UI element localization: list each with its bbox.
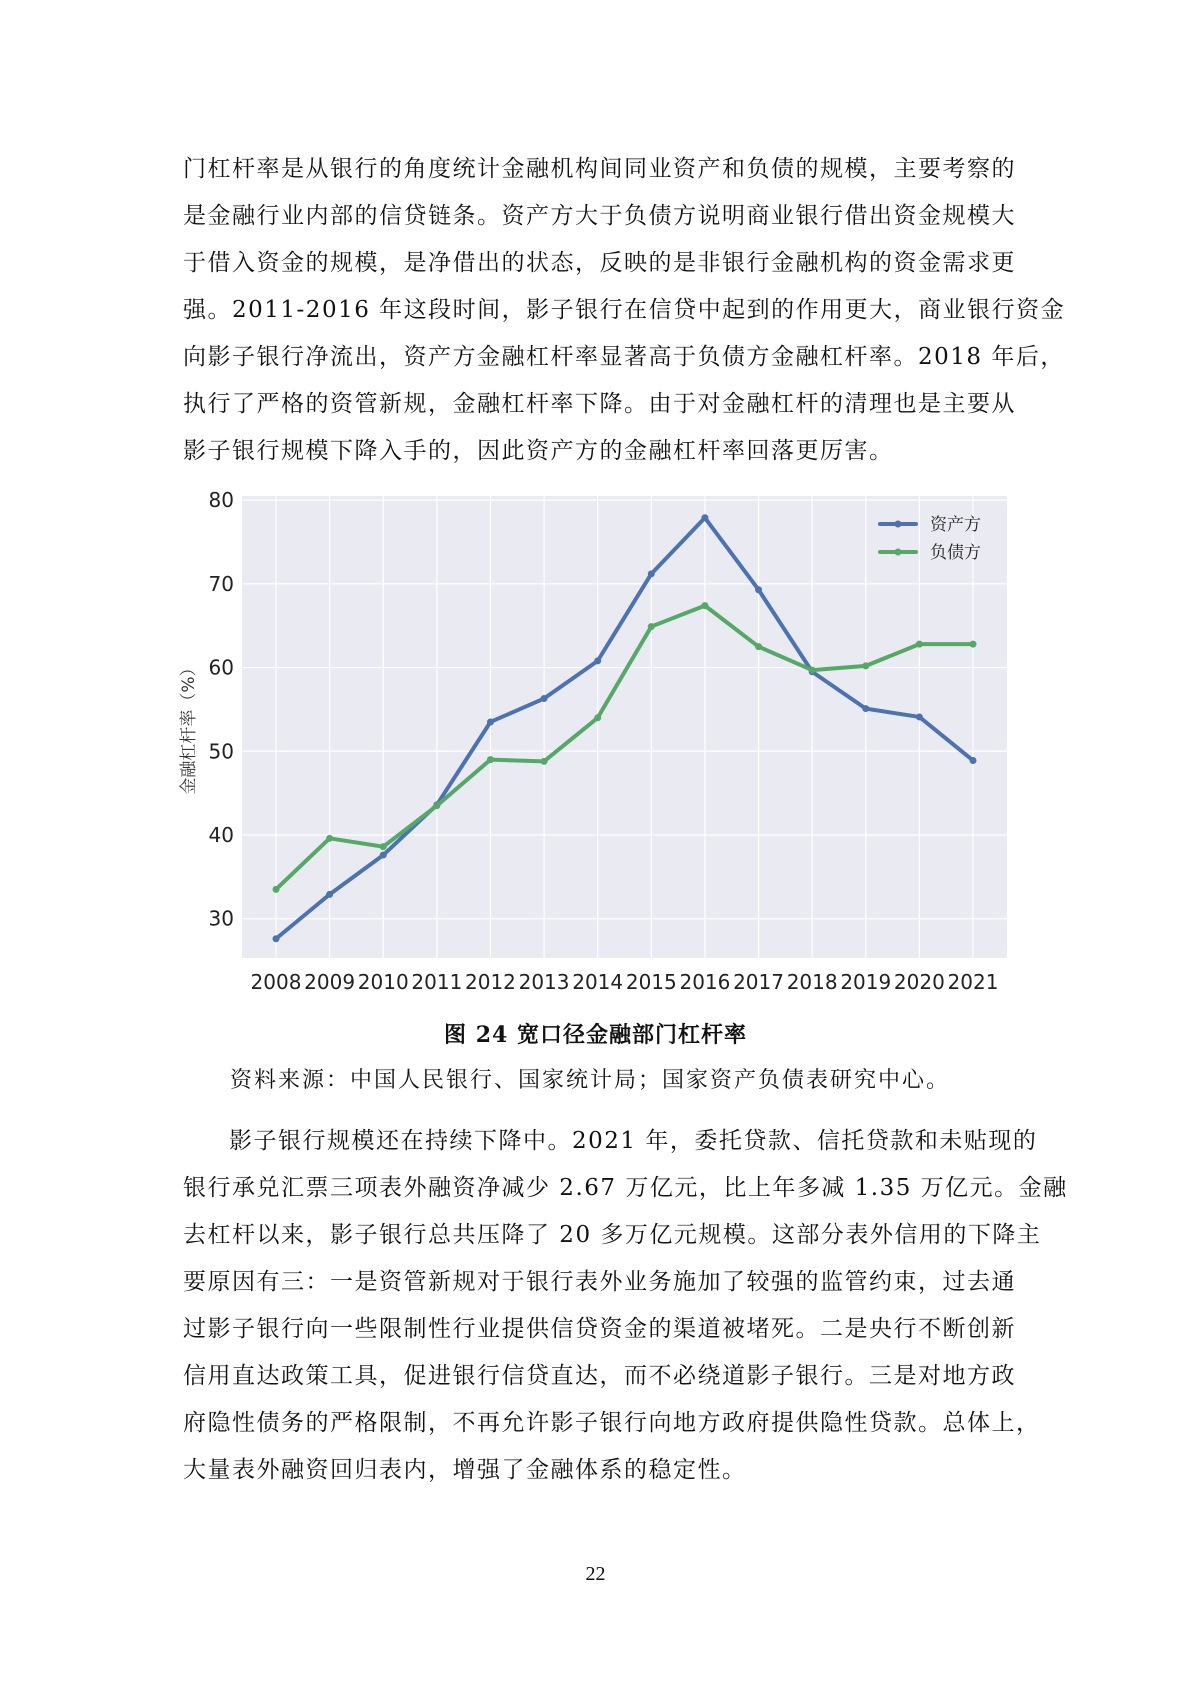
data-point bbox=[755, 643, 762, 650]
text-line: 大量表外融资回归表内，增强了金融体系的稳定性。 bbox=[183, 1457, 747, 1483]
data-point bbox=[541, 758, 548, 765]
data-point bbox=[326, 891, 333, 898]
text-line: 影子银行规模下降入手的，因此资产方的金融杠杆率回落更厉害。 bbox=[183, 438, 894, 464]
legend-label: 负债方 bbox=[930, 543, 981, 563]
legend-label: 资产方 bbox=[930, 515, 981, 535]
data-point bbox=[648, 570, 655, 577]
data-point bbox=[380, 843, 387, 850]
text-line: 过影子银行向一些限制性行业提供信贷资金的渠道被堵死。二是央行不断创新 bbox=[183, 1316, 1016, 1342]
data-point bbox=[541, 695, 548, 702]
x-tick-label: 2021 bbox=[947, 970, 999, 994]
data-point bbox=[326, 835, 333, 842]
data-point bbox=[594, 657, 601, 664]
x-tick-label: 2020 bbox=[893, 970, 945, 994]
data-point bbox=[648, 623, 655, 630]
data-point bbox=[487, 756, 494, 763]
leverage-line-chart bbox=[170, 480, 1030, 1000]
data-point bbox=[970, 641, 977, 648]
text-line: 去杠杆以来，影子银行总共压降了 20 多万亿元规模。这部分表外信用的下降主 bbox=[183, 1222, 1042, 1248]
data-point bbox=[273, 886, 280, 893]
plot-area bbox=[242, 496, 1007, 958]
data-point bbox=[701, 602, 708, 609]
legend-marker bbox=[895, 521, 902, 528]
x-tick-label: 2009 bbox=[304, 970, 356, 994]
text-line: 强。2011-2016 年这段时间，影子银行在信贷中起到的作用更大，商业银行资金 bbox=[183, 297, 1066, 323]
y-tick-label: 70 bbox=[208, 571, 234, 596]
x-tick-label: 2015 bbox=[625, 970, 677, 994]
data-point bbox=[809, 667, 816, 674]
data-point bbox=[594, 714, 601, 721]
text-line: 于借入资金的规模，是净借出的状态，反映的是非银行金融机构的资金需求更 bbox=[183, 250, 1016, 276]
data-point bbox=[487, 718, 494, 725]
y-tick-label: 80 bbox=[208, 488, 234, 513]
y-axis-label: 金融杠杆率（%） bbox=[179, 659, 199, 795]
x-tick-label: 2017 bbox=[733, 970, 784, 994]
y-tick-label: 40 bbox=[208, 822, 234, 847]
x-tick-label: 2019 bbox=[840, 970, 892, 994]
data-point bbox=[380, 852, 387, 859]
y-tick-label: 30 bbox=[208, 906, 234, 931]
data-point bbox=[433, 802, 440, 809]
data-point bbox=[862, 705, 869, 712]
text-line: 执行了严格的资管新规，金融杠杆率下降。由于对金融杠杆的清理也是主要从 bbox=[183, 391, 1016, 417]
y-tick-label: 60 bbox=[208, 655, 234, 680]
x-tick-label: 2008 bbox=[250, 970, 302, 994]
data-point bbox=[862, 662, 869, 669]
paragraph-2 bbox=[183, 1118, 1068, 1494]
text-line: 银行承兑汇票三项表外融资净减少 2.67 万亿元，比上年多减 1.35 万亿元。金融 bbox=[183, 1175, 1068, 1201]
data-point bbox=[701, 514, 708, 521]
x-tick-label: 2013 bbox=[518, 970, 570, 994]
text-line: 影子银行规模还在持续下降中。2021 年，委托贷款、信托贷款和未贴现的 bbox=[229, 1128, 1038, 1154]
data-point bbox=[273, 935, 280, 942]
x-tick-label: 2011 bbox=[411, 970, 463, 994]
x-tick-label: 2018 bbox=[786, 970, 838, 994]
paragraph-1 bbox=[183, 146, 1066, 475]
x-tick-label: 2012 bbox=[465, 970, 516, 994]
text-line: 要原因有三：一是资管新规对于银行表外业务施加了较强的监管约束，过去通 bbox=[183, 1269, 1016, 1295]
figure-caption: 图 24 宽口径金融部门杠杆率 bbox=[444, 1022, 747, 1048]
data-point bbox=[916, 713, 923, 720]
x-tick-label: 2016 bbox=[679, 970, 731, 994]
figure-source: 资料来源：中国人民银行、国家统计局；国家资产负债表研究中心。 bbox=[230, 1068, 951, 1093]
text-line: 向影子银行净流出，资产方金融杠杆率显著高于负债方金融杠杆率。2018 年后， bbox=[183, 344, 1065, 370]
text-line: 信用直达政策工具，促进银行信贷直达，而不必绕道影子银行。三是对地方政 bbox=[183, 1363, 1016, 1389]
y-tick-label: 50 bbox=[208, 739, 234, 764]
text-line: 门杠杆率是从银行的角度统计金融机构间同业资产和负债的规模，主要考察的 bbox=[183, 156, 1016, 182]
data-point bbox=[755, 586, 762, 593]
data-point bbox=[916, 641, 923, 648]
text-line: 府隐性债务的严格限制，不再允许影子银行向地方政府提供隐性贷款。总体上， bbox=[183, 1410, 1041, 1436]
x-tick-label: 2010 bbox=[357, 970, 409, 994]
x-tick-label: 2014 bbox=[572, 970, 624, 994]
data-point bbox=[970, 757, 977, 764]
text-line: 是金融行业内部的信贷链条。资产方大于负债方说明商业银行借出资金规模大 bbox=[183, 203, 1016, 229]
page-number: 22 bbox=[585, 1563, 606, 1585]
legend-marker bbox=[895, 549, 902, 556]
